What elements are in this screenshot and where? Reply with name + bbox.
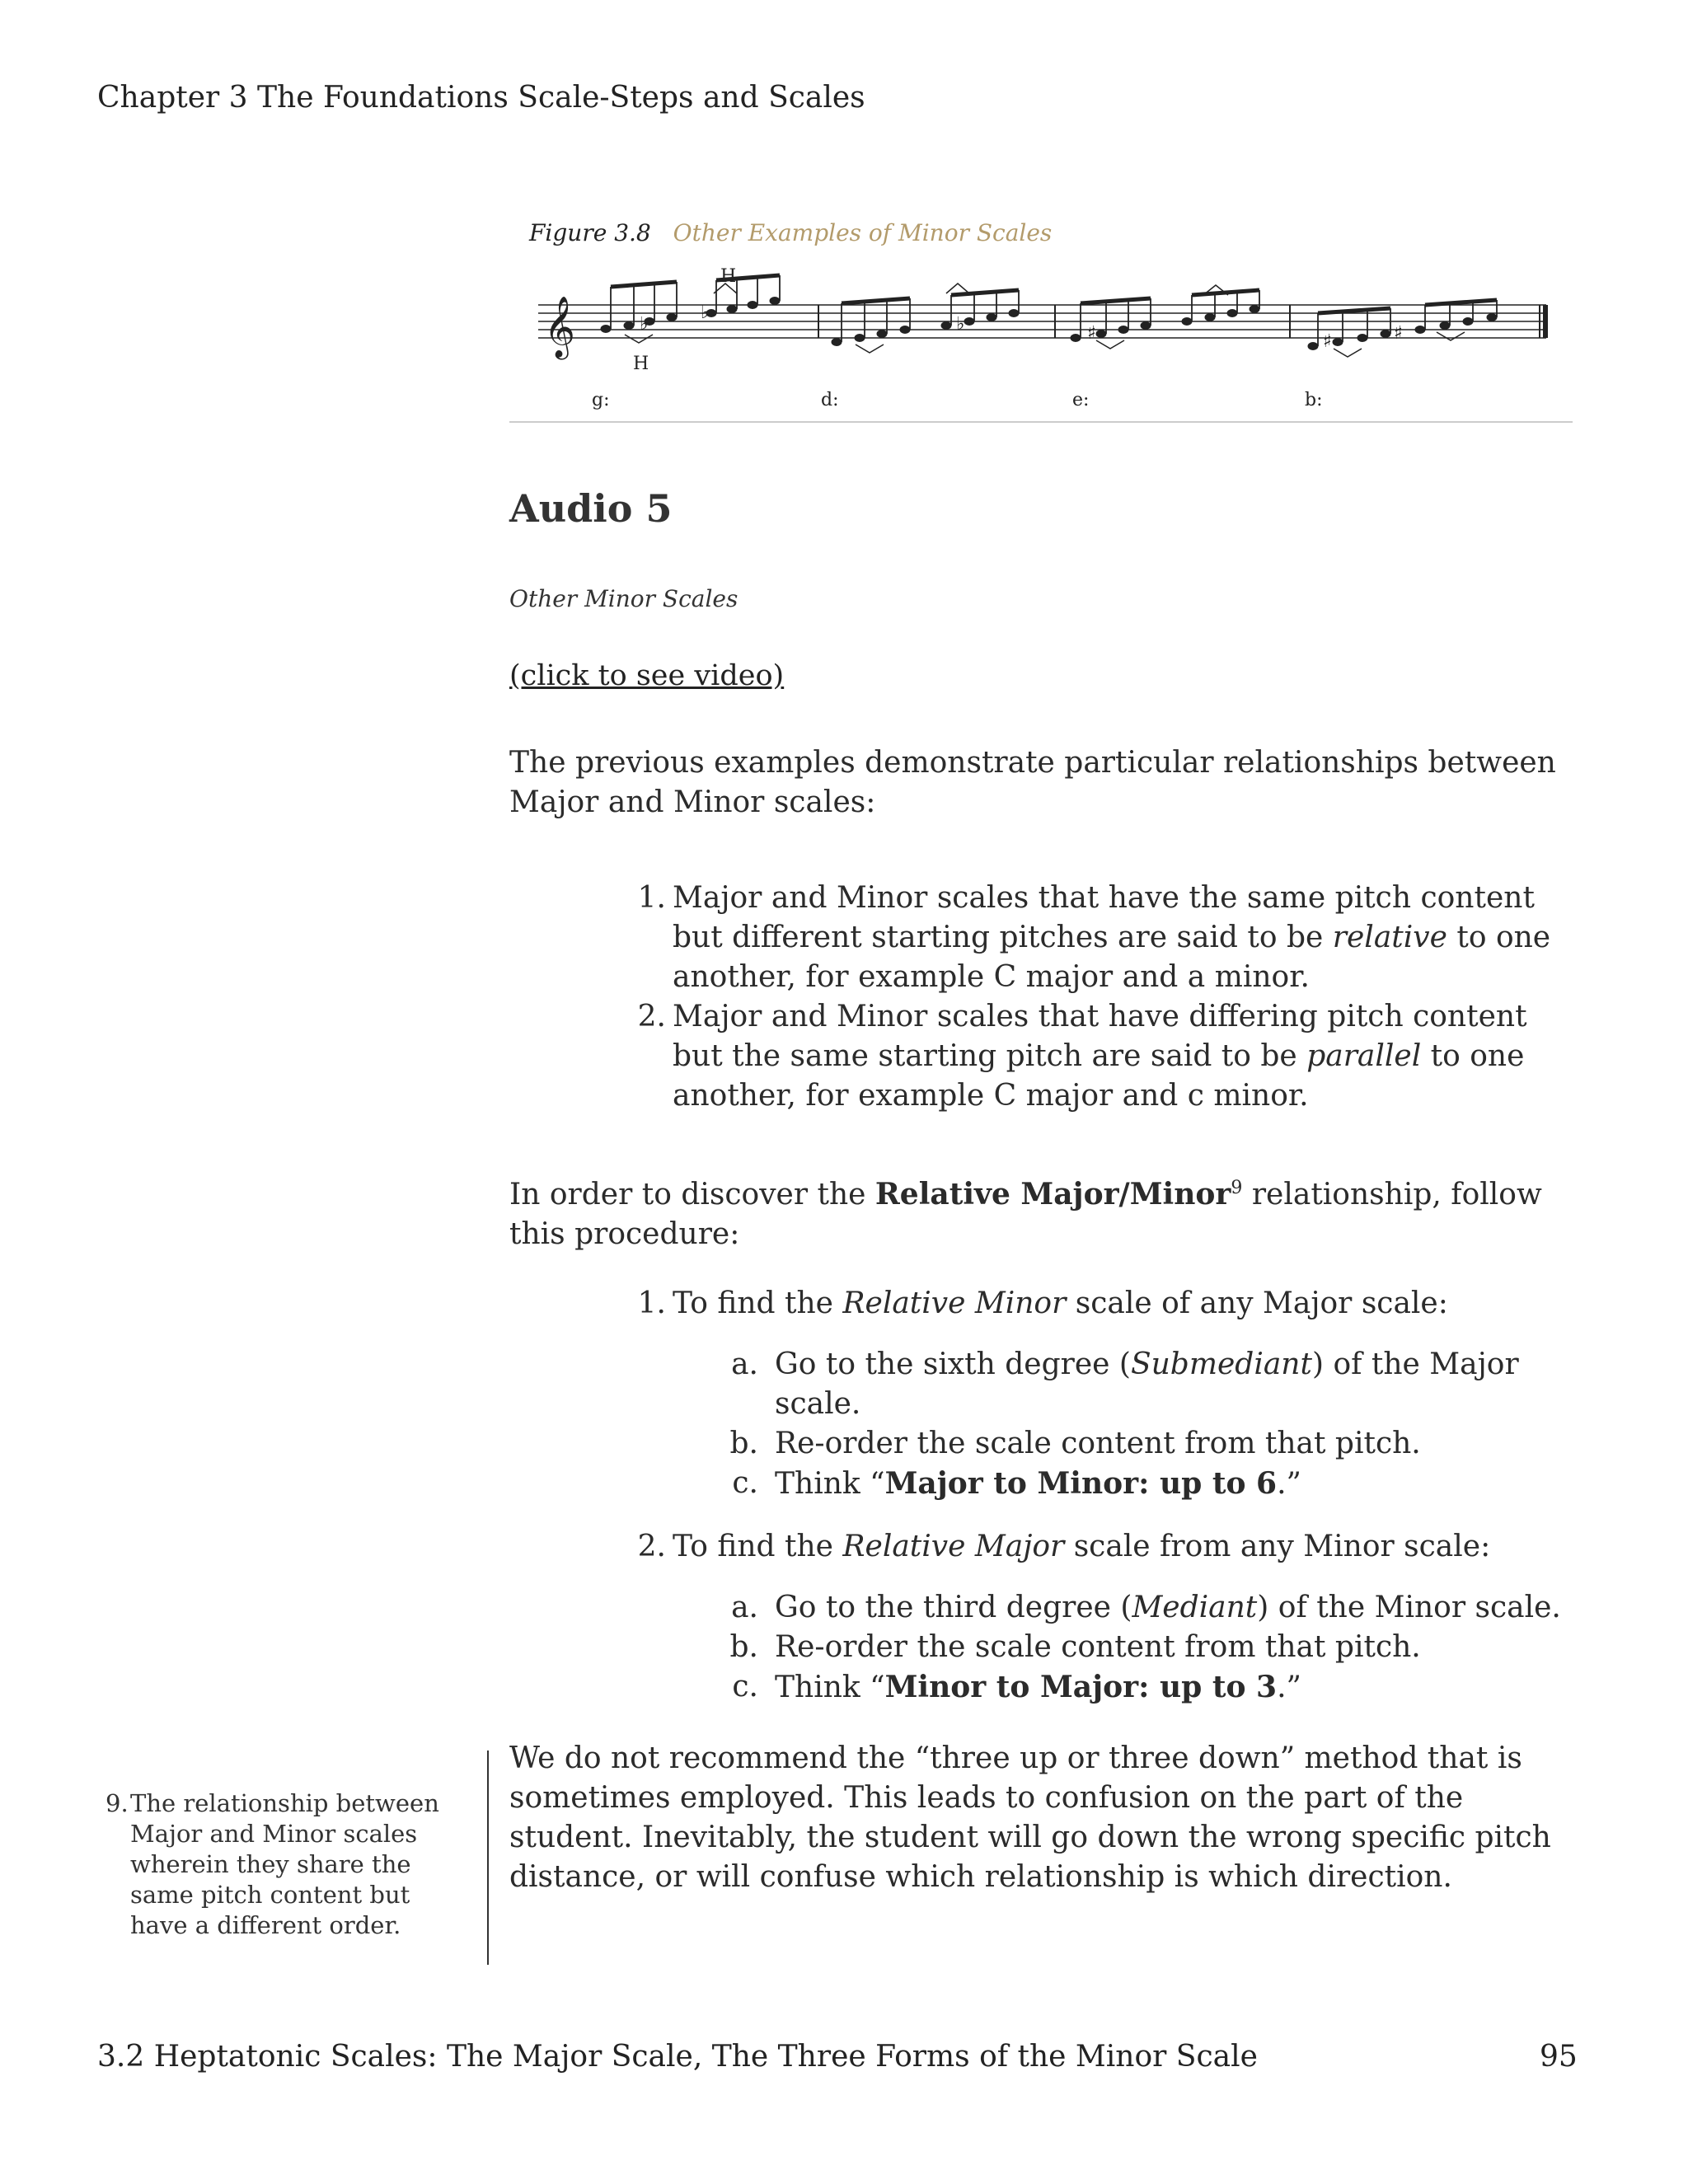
relationship-list <box>626 879 1574 1116</box>
running-head: Chapter 3 The Foundations Scale-Steps and Scales <box>97 81 865 115</box>
key-label-d: d: <box>821 390 839 410</box>
list-item: 2. To find the Relative Major scale from any Minor scale: <box>637 1530 1491 1563</box>
staff-notation <box>509 262 1573 427</box>
footnote-number: 9. <box>106 1789 129 1817</box>
half-step-mark-top: H <box>720 266 737 287</box>
svg-text:♭: ♭ <box>640 314 649 335</box>
key-label-b: b: <box>1305 390 1323 410</box>
svg-text:♭: ♭ <box>701 302 710 323</box>
footnote-ref[interactable]: 9 <box>1231 1178 1243 1198</box>
procedure-list <box>626 1284 1574 1731</box>
video-link[interactable]: (click to see video) <box>509 659 785 692</box>
list-item: 1. To find the Relative Minor scale of any Major scale: <box>637 1286 1448 1320</box>
half-step-mark-bottom: H <box>633 354 649 374</box>
list-item: 1. Major and Minor scales that have the same pitch content but different starting pitches are said to be relative to one another, for example C major and a minor. <box>637 881 1551 994</box>
key-label-e: e: <box>1072 390 1090 410</box>
svg-text:♯: ♯ <box>1394 323 1403 344</box>
sub-item: c. Think “Minor to Major: up to 3.” <box>732 1670 1301 1704</box>
sub-item: a. Go to the third degree (Mediant) of the Minor scale. <box>731 1591 1561 1624</box>
list-item: 2. Major and Minor scales that have differing pitch content but the same starting pitch are said to be parallel to one another, for example C major and c minor. <box>637 1000 1527 1113</box>
music-notation-figure <box>509 262 1573 427</box>
key-label-g: g: <box>592 390 610 410</box>
sub-item: b. Re-order the scale content from that pitch. <box>729 1427 1421 1460</box>
figure-title: Other Examples of Minor Scales <box>673 219 1053 246</box>
footnote-text: The relationship between Major and Minor scales wherein they share the same pitch content but have a different order. <box>130 1789 439 1939</box>
svg-text:♯: ♯ <box>1323 331 1332 352</box>
audio-subtitle: Other Minor Scales <box>509 585 738 612</box>
figure-caption <box>529 219 1052 246</box>
page-number: 95 <box>1540 2040 1578 2074</box>
footer-section-title: 3.2 Heptatonic Scales: The Major Scale, The Three Forms of the Minor Scale <box>97 2040 1258 2074</box>
figure-number: Figure 3.8 <box>529 219 651 246</box>
closing-paragraph: We do not recommend the “three up or three down” method that is sometimes employed. This leads to confusion on the part of the student. Inevitably, the student will go down the wrong specific pitch distance, or will confuse which relationship is which direction. <box>509 1741 1551 1894</box>
procedure-paragraph: In order to discover the Relative Major/Minor$^9$ relationship, follow this procedure: <box>509 1177 1542 1251</box>
sub-list <box>626 1588 1574 1708</box>
footnote-divider <box>487 1750 489 1965</box>
audio-title: Audio 5 <box>509 486 673 531</box>
svg-text:♭: ♭ <box>956 314 965 335</box>
sub-item: c. Think “Major to Minor: up to 6.” <box>732 1466 1301 1501</box>
sub-item: b. Re-order the scale content from that pitch. <box>729 1630 1421 1664</box>
svg-text:♯: ♯ <box>1087 323 1096 344</box>
footnote <box>106 1788 452 1941</box>
sub-list <box>626 1345 1574 1504</box>
treble-clef: 𝄞 <box>544 297 575 358</box>
relative-major-minor-term: Relative Major/Minor <box>874 1177 1231 1212</box>
intro-paragraph: The previous examples demonstrate particular relationships between Major and Minor scales: <box>509 746 1556 819</box>
sub-item: a. Go to the sixth degree (Submediant) of the Major scale. <box>731 1347 1519 1421</box>
